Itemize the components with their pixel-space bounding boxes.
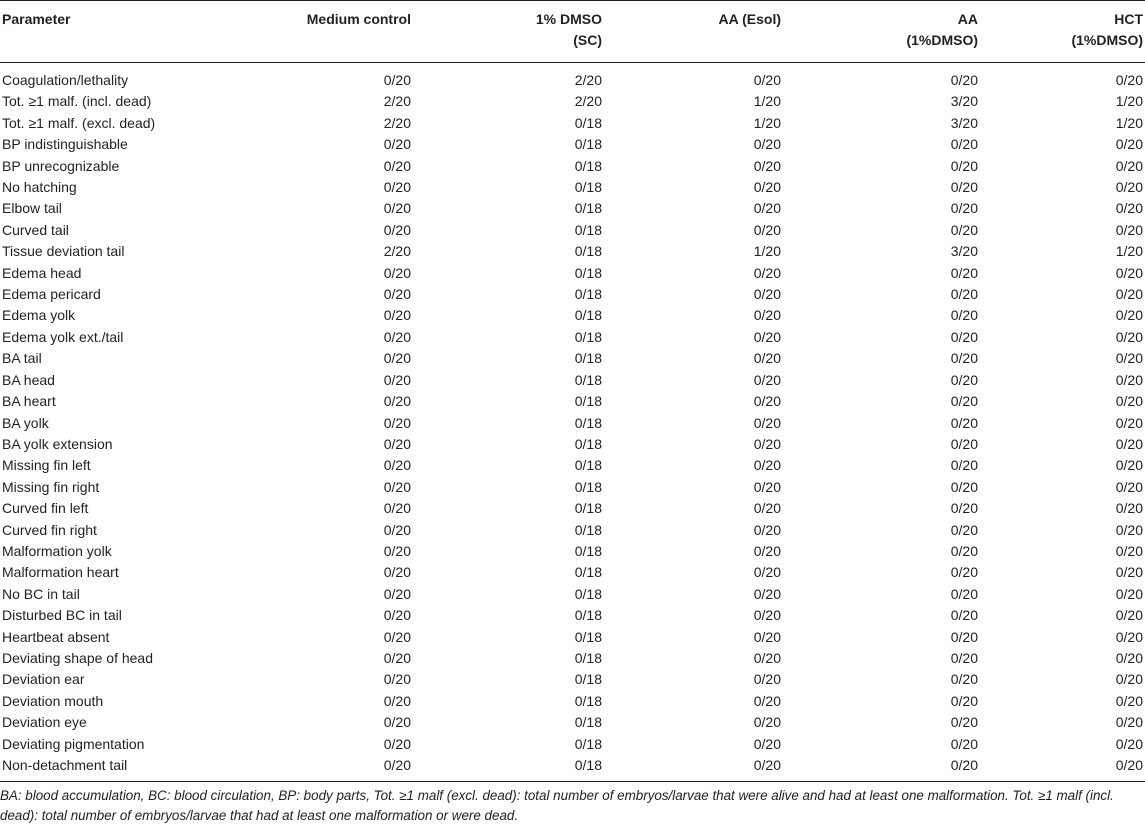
table-row bbox=[0, 391, 1145, 412]
cell-parameter: Heartbeat absent bbox=[2, 628, 110, 645]
cell-dmso-sc: 0/18 bbox=[459, 755, 641, 782]
cell-aa-dmso: 3/20 bbox=[950, 93, 978, 110]
cell-parameter: Deviation eye bbox=[2, 714, 87, 731]
cell-hct-dmso: 0/20 bbox=[1115, 714, 1143, 731]
table-row bbox=[0, 648, 1145, 669]
cell-dmso-sc: 0/18 bbox=[574, 500, 602, 517]
cell-medium-control: 0/20 bbox=[383, 393, 411, 410]
cell-aa-dmso: 0/20 bbox=[950, 564, 978, 581]
cell-parameter: Tissue deviation tail bbox=[2, 243, 125, 260]
cell-aa-esol: 0/20 bbox=[753, 414, 781, 431]
cell-aa-esol: 0/20 bbox=[753, 692, 781, 709]
cell-aa-dmso: 3/20 bbox=[950, 114, 978, 131]
table-row bbox=[0, 734, 1145, 755]
cell-aa-dmso: 0/20 bbox=[950, 350, 978, 367]
cell-aa-dmso: 0/20 bbox=[950, 478, 978, 495]
table-row bbox=[0, 113, 1145, 134]
cell-hct-dmso: 0/20 bbox=[1115, 307, 1143, 324]
cell-hct-dmso: 0/20 bbox=[1115, 457, 1143, 474]
table-row bbox=[0, 541, 1145, 562]
header-hct-dmso: HCT (1%DMSO) bbox=[993, 1, 1145, 63]
cell-aa-dmso: 0/20 bbox=[950, 414, 978, 431]
header-medium-control: Medium control bbox=[230, 1, 459, 63]
header-dmso-sc: 1% DMSO (SC) bbox=[459, 1, 641, 63]
cell-dmso-sc: 0/18 bbox=[574, 671, 602, 688]
cell-medium-control: 0/20 bbox=[383, 371, 411, 388]
cell-aa-dmso: 0/20 bbox=[950, 649, 978, 666]
cell-medium-control: 2/20 bbox=[383, 243, 411, 260]
cell-hct-dmso: 0/20 bbox=[1115, 157, 1143, 174]
cell-aa-esol: 1/20 bbox=[753, 93, 781, 110]
header-aa-dmso: AA (1%DMSO) bbox=[811, 1, 993, 63]
cell-aa-dmso: 0/20 bbox=[950, 221, 978, 238]
cell-medium-control: 0/20 bbox=[230, 755, 459, 782]
table-row bbox=[0, 91, 1145, 112]
cell-medium-control: 0/20 bbox=[383, 286, 411, 303]
cell-parameter: BP unrecognizable bbox=[2, 157, 120, 174]
table-row bbox=[0, 327, 1145, 348]
cell-hct-dmso: 0/20 bbox=[1115, 542, 1143, 559]
cell-dmso-sc: 0/18 bbox=[574, 735, 602, 752]
cell-dmso-sc: 0/18 bbox=[574, 328, 602, 345]
cell-dmso-sc: 0/18 bbox=[574, 221, 602, 238]
table-row bbox=[0, 755, 1145, 782]
table-row bbox=[0, 669, 1145, 690]
cell-aa-dmso: 0/20 bbox=[950, 72, 978, 88]
cell-aa-esol: 0/20 bbox=[753, 671, 781, 688]
cell-aa-esol: 0/20 bbox=[753, 714, 781, 731]
cell-dmso-sc: 0/18 bbox=[574, 692, 602, 709]
cell-aa-esol: 0/20 bbox=[753, 72, 781, 88]
cell-dmso-sc: 0/18 bbox=[574, 393, 602, 410]
cell-parameter: BA head bbox=[2, 371, 55, 388]
cell-aa-dmso: 0/20 bbox=[950, 286, 978, 303]
cell-parameter: Coagulation/lethality bbox=[2, 72, 129, 88]
cell-hct-dmso: 0/20 bbox=[993, 755, 1145, 782]
cell-aa-esol: 0/20 bbox=[753, 607, 781, 624]
cell-parameter: Deviation mouth bbox=[2, 692, 104, 709]
cell-aa-esol: 1/20 bbox=[753, 243, 781, 260]
cell-hct-dmso: 0/20 bbox=[1115, 371, 1143, 388]
table-row bbox=[0, 498, 1145, 519]
cell-parameter: BA yolk extension bbox=[2, 435, 113, 452]
cell-medium-control: 0/20 bbox=[383, 179, 411, 196]
cell-parameter: No BC in tail bbox=[2, 585, 80, 602]
cell-hct-dmso: 0/20 bbox=[1115, 478, 1143, 495]
cell-hct-dmso: 0/20 bbox=[1115, 564, 1143, 581]
cell-medium-control: 0/20 bbox=[383, 414, 411, 431]
cell-hct-dmso: 0/20 bbox=[1115, 221, 1143, 238]
cell-parameter: Edema yolk bbox=[2, 307, 76, 324]
cell-hct-dmso: 0/20 bbox=[1115, 671, 1143, 688]
table-row bbox=[0, 627, 1145, 648]
cell-hct-dmso: 0/20 bbox=[1115, 735, 1143, 752]
cell-aa-esol: 0/20 bbox=[753, 628, 781, 645]
table-row bbox=[0, 241, 1145, 262]
cell-medium-control: 0/20 bbox=[383, 671, 411, 688]
table-row bbox=[0, 370, 1145, 391]
cell-hct-dmso: 1/20 bbox=[1115, 93, 1143, 110]
cell-medium-control: 0/20 bbox=[383, 350, 411, 367]
cell-aa-esol: 0/20 bbox=[753, 286, 781, 303]
cell-hct-dmso: 0/20 bbox=[1115, 328, 1143, 345]
cell-dmso-sc: 0/18 bbox=[574, 114, 602, 131]
cell-medium-control: 0/20 bbox=[383, 328, 411, 345]
cell-aa-esol: 0/20 bbox=[753, 457, 781, 474]
cell-aa-esol: 0/20 bbox=[753, 521, 781, 538]
cell-hct-dmso: 1/20 bbox=[1115, 114, 1143, 131]
table-row bbox=[0, 220, 1145, 241]
table-row bbox=[0, 348, 1145, 369]
cell-dmso-sc: 0/18 bbox=[574, 585, 602, 602]
cell-dmso-sc: 0/18 bbox=[574, 307, 602, 324]
table-row bbox=[0, 413, 1145, 434]
cell-medium-control: 0/20 bbox=[383, 585, 411, 602]
header-parameter: Parameter bbox=[0, 1, 230, 63]
table-row bbox=[0, 605, 1145, 626]
cell-dmso-sc: 0/18 bbox=[574, 478, 602, 495]
cell-aa-esol: 0/20 bbox=[753, 585, 781, 602]
cell-aa-esol: 0/20 bbox=[753, 564, 781, 581]
cell-parameter: Deviating pigmentation bbox=[2, 735, 145, 752]
cell-aa-dmso: 0/20 bbox=[950, 264, 978, 281]
table-row bbox=[0, 584, 1145, 605]
cell-parameter: BA tail bbox=[2, 350, 42, 367]
cell-parameter: Tot. ≥1 malf. (excl. dead) bbox=[2, 114, 156, 131]
cell-parameter: BA heart bbox=[2, 393, 56, 410]
cell-parameter: Edema head bbox=[2, 264, 82, 281]
cell-dmso-sc: 2/20 bbox=[574, 93, 602, 110]
cell-dmso-sc: 0/18 bbox=[574, 371, 602, 388]
cell-dmso-sc: 0/18 bbox=[574, 200, 602, 217]
cell-parameter: Edema yolk ext./tail bbox=[2, 328, 124, 345]
cell-dmso-sc: 2/20 bbox=[574, 72, 602, 88]
cell-aa-esol: 0/20 bbox=[753, 221, 781, 238]
cell-aa-dmso: 0/20 bbox=[950, 371, 978, 388]
table-row bbox=[0, 477, 1145, 498]
cell-parameter: Non-detachment tail bbox=[0, 755, 230, 782]
cell-aa-esol: 0/20 bbox=[753, 393, 781, 410]
cell-medium-control: 0/20 bbox=[383, 478, 411, 495]
cell-dmso-sc: 0/18 bbox=[574, 350, 602, 367]
cell-hct-dmso: 0/20 bbox=[1115, 607, 1143, 624]
cell-medium-control: 0/20 bbox=[383, 500, 411, 517]
cell-medium-control: 0/20 bbox=[383, 607, 411, 624]
table-footnote: BA: blood accumulation, BC: blood circulation, BP: body parts, Tot. ≥1 malf (excl. dead): total number of embryos/larvae that were alive and had at least one malformation. Tot. ≥1 malf (incl. dead): total number of embryos/larvae that had at least one malformation or were dead. bbox=[0, 788, 1114, 823]
cell-hct-dmso: 0/20 bbox=[1115, 393, 1143, 410]
cell-medium-control: 0/20 bbox=[383, 136, 411, 153]
cell-aa-dmso: 0/20 bbox=[950, 735, 978, 752]
cell-medium-control: 0/20 bbox=[383, 542, 411, 559]
cell-medium-control: 0/20 bbox=[383, 157, 411, 174]
cell-hct-dmso: 0/20 bbox=[1115, 628, 1143, 645]
cell-medium-control: 0/20 bbox=[383, 521, 411, 538]
cell-parameter: Missing fin left bbox=[2, 457, 91, 474]
cell-parameter: Disturbed BC in tail bbox=[2, 607, 122, 624]
table-row bbox=[0, 156, 1145, 177]
cell-aa-dmso: 0/20 bbox=[950, 136, 978, 153]
cell-dmso-sc: 0/18 bbox=[574, 457, 602, 474]
cell-medium-control: 0/20 bbox=[383, 221, 411, 238]
cell-hct-dmso: 0/20 bbox=[1115, 649, 1143, 666]
cell-medium-control: 0/20 bbox=[383, 564, 411, 581]
cell-dmso-sc: 0/18 bbox=[574, 542, 602, 559]
table-row bbox=[0, 134, 1145, 155]
cell-parameter: Edema pericard bbox=[2, 286, 101, 303]
cell-parameter: Curved tail bbox=[2, 221, 69, 238]
cell-dmso-sc: 0/18 bbox=[574, 157, 602, 174]
cell-aa-dmso: 0/20 bbox=[950, 457, 978, 474]
cell-aa-esol: 0/20 bbox=[753, 371, 781, 388]
cell-aa-dmso: 0/20 bbox=[950, 179, 978, 196]
cell-aa-esol: 0/20 bbox=[753, 350, 781, 367]
cell-dmso-sc: 0/18 bbox=[574, 414, 602, 431]
cell-aa-dmso: 0/20 bbox=[950, 200, 978, 217]
cell-medium-control: 0/20 bbox=[383, 435, 411, 452]
cell-aa-dmso: 0/20 bbox=[950, 328, 978, 345]
cell-medium-control: 2/20 bbox=[383, 93, 411, 110]
cell-aa-esol: 0/20 bbox=[753, 435, 781, 452]
cell-parameter: Deviating shape of head bbox=[2, 649, 153, 666]
cell-hct-dmso: 0/20 bbox=[1115, 136, 1143, 153]
table-row bbox=[0, 712, 1145, 733]
cell-hct-dmso: 0/20 bbox=[1115, 585, 1143, 602]
cell-hct-dmso: 0/20 bbox=[1115, 692, 1143, 709]
cell-aa-dmso: 0/20 bbox=[950, 671, 978, 688]
table-row bbox=[0, 562, 1145, 583]
cell-parameter: Curved fin right bbox=[2, 521, 97, 538]
header-aa-esol: AA (Esol) bbox=[641, 1, 811, 63]
cell-hct-dmso: 0/20 bbox=[1115, 286, 1143, 303]
cell-aa-dmso: 0/20 bbox=[950, 542, 978, 559]
table-row bbox=[0, 198, 1145, 219]
cell-aa-esol: 0/20 bbox=[753, 179, 781, 196]
cell-aa-esol: 0/20 bbox=[753, 264, 781, 281]
cell-dmso-sc: 0/18 bbox=[574, 435, 602, 452]
table-row bbox=[0, 284, 1145, 305]
cell-aa-esol: 0/20 bbox=[753, 307, 781, 324]
cell-parameter: Malformation yolk bbox=[2, 542, 112, 559]
cell-aa-esol: 0/20 bbox=[753, 157, 781, 174]
cell-medium-control: 0/20 bbox=[383, 264, 411, 281]
cell-dmso-sc: 0/18 bbox=[574, 564, 602, 581]
cell-hct-dmso: 0/20 bbox=[1115, 179, 1143, 196]
cell-aa-dmso: 0/20 bbox=[950, 307, 978, 324]
cell-medium-control: 0/20 bbox=[383, 307, 411, 324]
cell-parameter: BP indistinguishable bbox=[2, 136, 128, 153]
cell-hct-dmso: 0/20 bbox=[1115, 264, 1143, 281]
table-row bbox=[0, 520, 1145, 541]
cell-hct-dmso: 0/20 bbox=[1115, 500, 1143, 517]
cell-medium-control: 2/20 bbox=[383, 114, 411, 131]
cell-medium-control: 0/20 bbox=[383, 457, 411, 474]
table-row bbox=[0, 434, 1145, 455]
table-row bbox=[0, 63, 1145, 92]
table-row bbox=[0, 455, 1145, 476]
cell-aa-esol: 0/20 bbox=[753, 500, 781, 517]
cell-parameter: Curved fin left bbox=[2, 500, 89, 517]
cell-dmso-sc: 0/18 bbox=[574, 243, 602, 260]
cell-aa-esol: 0/20 bbox=[753, 542, 781, 559]
cell-medium-control: 0/20 bbox=[383, 649, 411, 666]
header-row bbox=[0, 1, 1145, 63]
cell-parameter: Malformation heart bbox=[2, 564, 119, 581]
table-header bbox=[0, 1, 1145, 63]
cell-hct-dmso: 0/20 bbox=[1115, 72, 1143, 88]
cell-dmso-sc: 0/18 bbox=[574, 521, 602, 538]
table-body bbox=[0, 63, 1145, 782]
cell-medium-control: 0/20 bbox=[383, 200, 411, 217]
cell-aa-esol: 0/20 bbox=[753, 478, 781, 495]
cell-medium-control: 0/20 bbox=[383, 735, 411, 752]
cell-parameter: No hatching bbox=[2, 179, 77, 196]
cell-dmso-sc: 0/18 bbox=[574, 264, 602, 281]
cell-aa-dmso: 0/20 bbox=[950, 607, 978, 624]
cell-dmso-sc: 0/18 bbox=[574, 136, 602, 153]
cell-aa-esol: 0/20 bbox=[753, 649, 781, 666]
cell-dmso-sc: 0/18 bbox=[574, 286, 602, 303]
cell-dmso-sc: 0/18 bbox=[574, 607, 602, 624]
cell-aa-esol: 0/20 bbox=[753, 136, 781, 153]
cell-aa-esol: 0/20 bbox=[641, 755, 811, 782]
cell-parameter: Deviation ear bbox=[2, 671, 85, 688]
cell-parameter: BA yolk bbox=[2, 414, 49, 431]
table-row bbox=[0, 263, 1145, 284]
cell-aa-dmso: 0/20 bbox=[950, 393, 978, 410]
cell-aa-esol: 1/20 bbox=[753, 114, 781, 131]
cell-hct-dmso: 0/20 bbox=[1115, 521, 1143, 538]
cell-medium-control: 0/20 bbox=[383, 628, 411, 645]
cell-medium-control: 0/20 bbox=[383, 72, 411, 88]
cell-aa-esol: 0/20 bbox=[753, 735, 781, 752]
cell-aa-dmso: 0/20 bbox=[950, 500, 978, 517]
cell-medium-control: 0/20 bbox=[383, 692, 411, 709]
cell-parameter: Elbow tail bbox=[2, 200, 62, 217]
table-row bbox=[0, 177, 1145, 198]
cell-dmso-sc: 0/18 bbox=[574, 649, 602, 666]
cell-dmso-sc: 0/18 bbox=[574, 714, 602, 731]
cell-aa-dmso: 0/20 bbox=[950, 628, 978, 645]
cell-aa-dmso: 0/20 bbox=[950, 714, 978, 731]
cell-aa-dmso: 0/20 bbox=[811, 755, 993, 782]
cell-hct-dmso: 0/20 bbox=[1115, 200, 1143, 217]
table-row bbox=[0, 305, 1145, 326]
cell-aa-dmso: 0/20 bbox=[950, 435, 978, 452]
cell-aa-dmso: 0/20 bbox=[950, 521, 978, 538]
cell-medium-control: 0/20 bbox=[383, 714, 411, 731]
cell-hct-dmso: 0/20 bbox=[1115, 414, 1143, 431]
cell-aa-esol: 0/20 bbox=[753, 200, 781, 217]
cell-dmso-sc: 0/18 bbox=[574, 628, 602, 645]
cell-aa-dmso: 0/20 bbox=[950, 692, 978, 709]
cell-parameter: Missing fin right bbox=[2, 478, 100, 495]
cell-hct-dmso: 1/20 bbox=[1115, 243, 1143, 260]
cell-parameter: Tot. ≥1 malf. (incl. dead) bbox=[2, 93, 152, 110]
table-row bbox=[0, 691, 1145, 712]
cell-hct-dmso: 0/20 bbox=[1115, 435, 1143, 452]
cell-hct-dmso: 0/20 bbox=[1115, 350, 1143, 367]
cell-aa-dmso: 0/20 bbox=[950, 585, 978, 602]
cell-aa-esol: 0/20 bbox=[753, 328, 781, 345]
cell-aa-dmso: 3/20 bbox=[950, 243, 978, 260]
cell-aa-dmso: 0/20 bbox=[950, 157, 978, 174]
cell-dmso-sc: 0/18 bbox=[574, 179, 602, 196]
